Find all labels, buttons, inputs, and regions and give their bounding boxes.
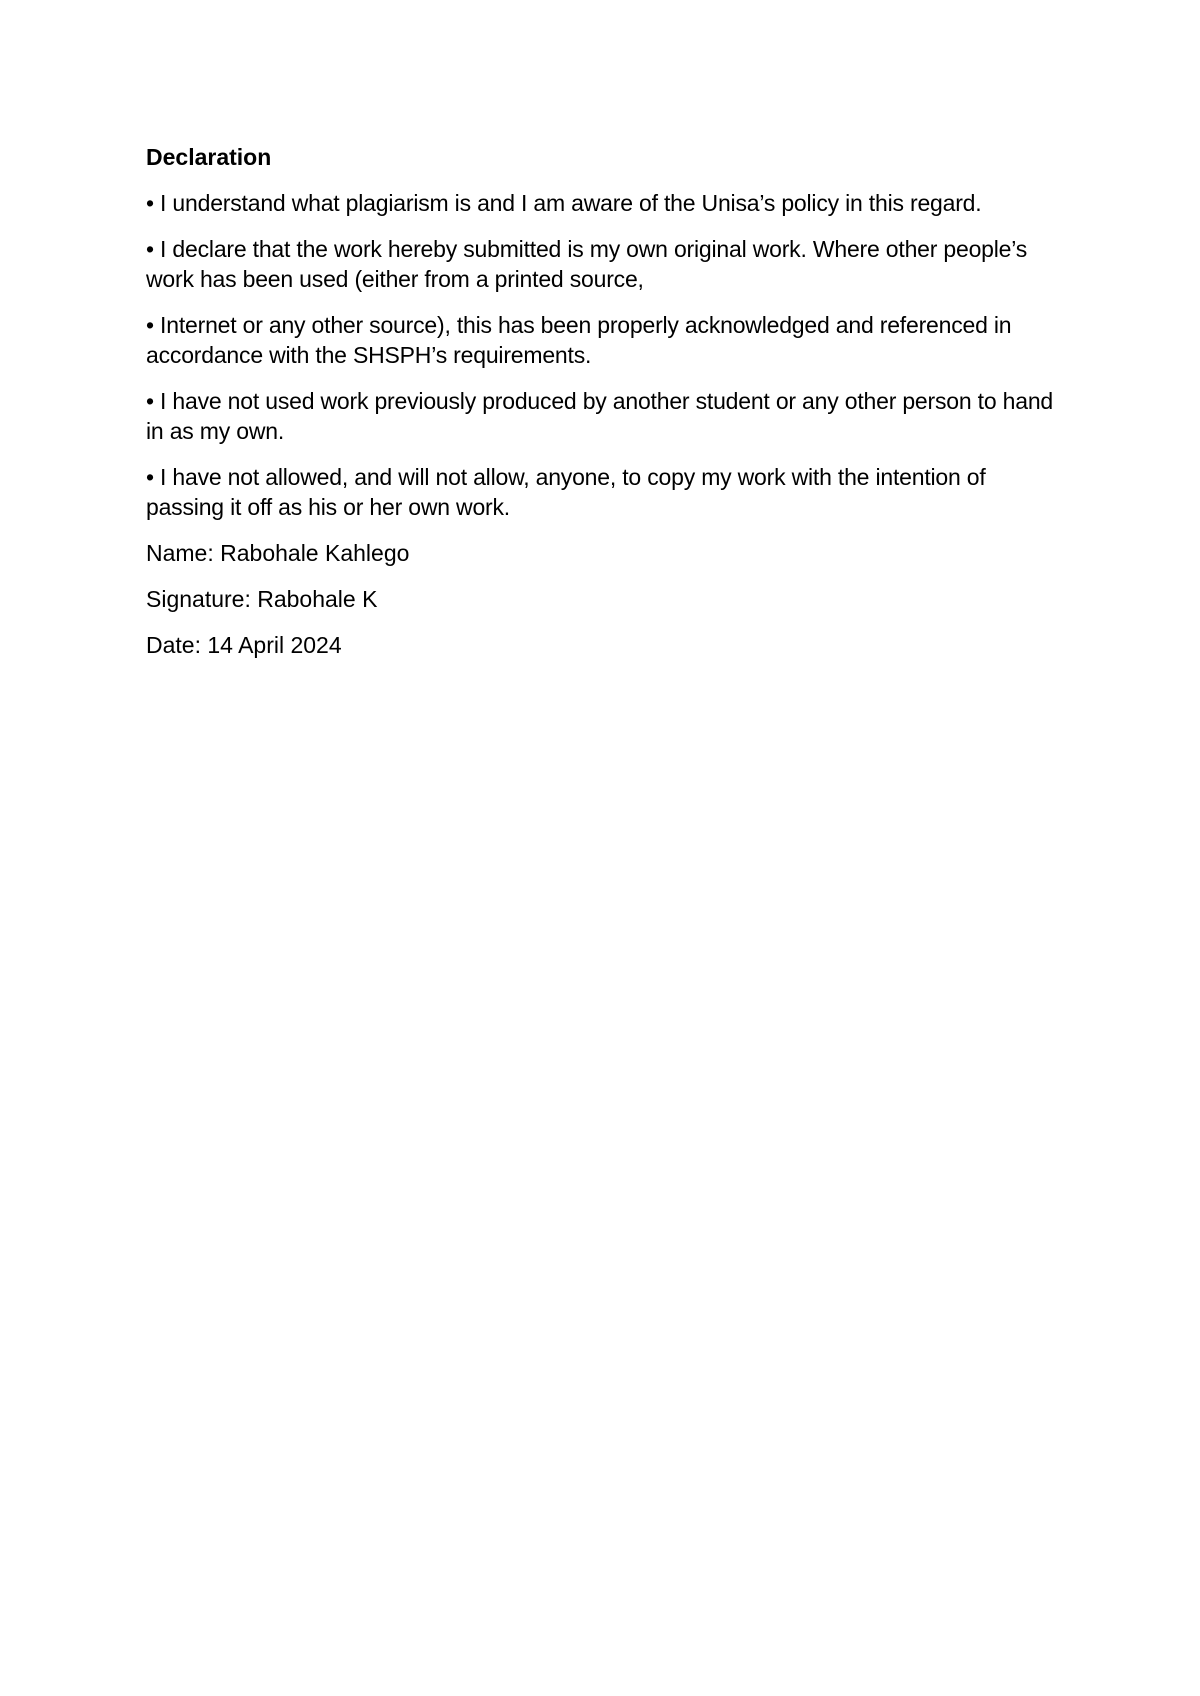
declaration-bullet-no-copying: • I have not allowed, and will not allow, anyone, to copy my work with the intention of passing it off as his or her own work. [146, 464, 986, 520]
declaration-bullet-no-previous-work: • I have not used work previously produced by another student or any other person to hand in as my own. [146, 388, 1053, 444]
date-line: Date: 14 April 2024 [146, 632, 342, 658]
document-page [146, 142, 1066, 676]
name-line: Name: Rabohale Kahlego [146, 540, 410, 566]
signature-line: Signature: Rabohale K [146, 586, 378, 612]
declaration-bullet-plagiarism-awareness: • I understand what plagiarism is and I am aware of the Unisa’s policy in this regard. [146, 190, 982, 216]
declaration-heading: Declaration [146, 144, 272, 170]
declaration-bullet-original-work: • I declare that the work hereby submitted is my own original work. Where other people’s work has been used (either from a printed source, [146, 236, 1028, 292]
declaration-bullet-acknowledged-sources: • Internet or any other source), this has been properly acknowledged and referenced in accordance with the SHSPH’s requirements. [146, 312, 1012, 368]
